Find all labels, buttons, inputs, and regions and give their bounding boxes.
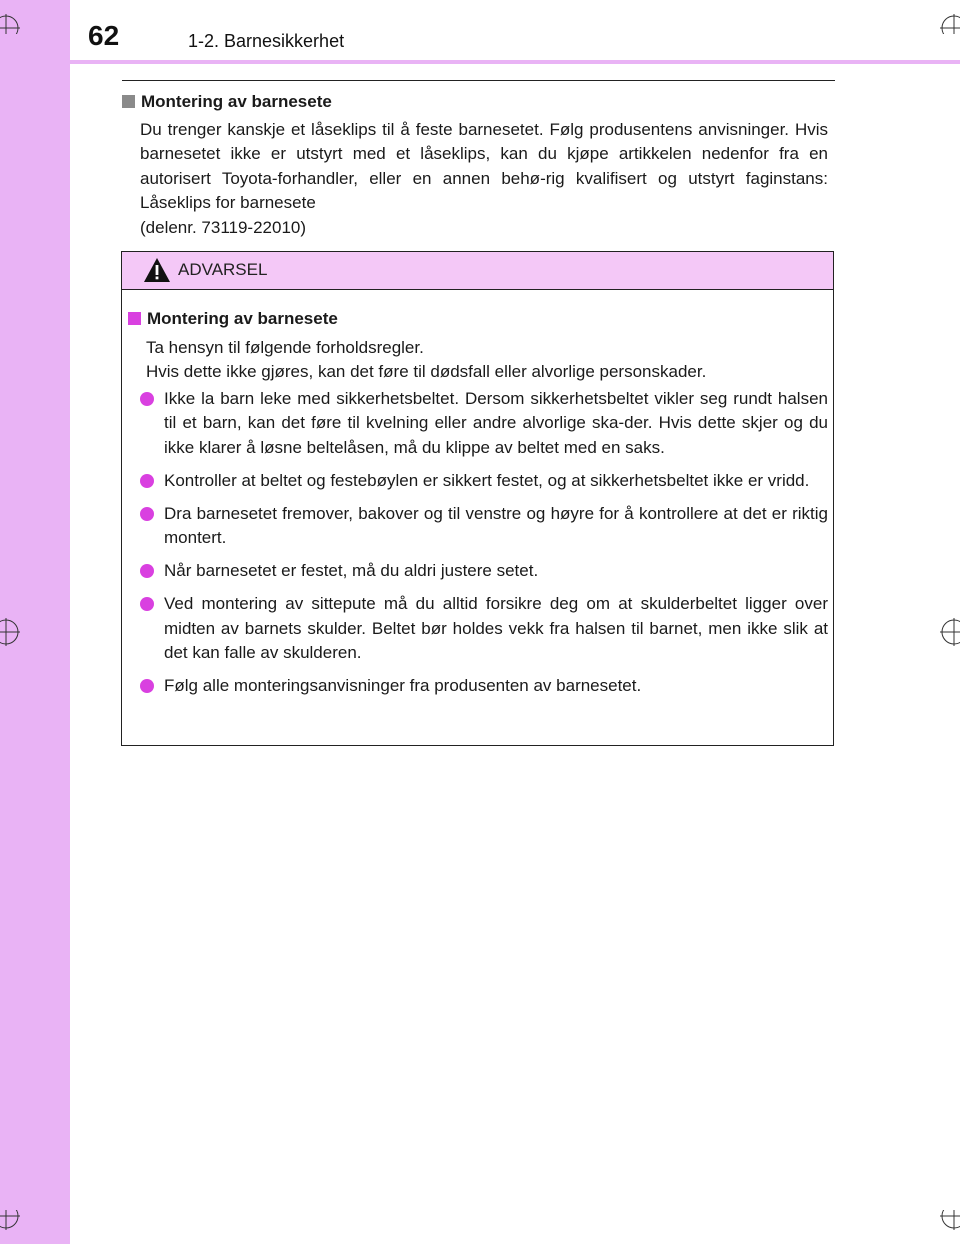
list-item-text: Ved montering av sittepute må du alltid forsikre deg om at skulderbeltet ligger over midten av barnets skulder. Beltet bør holdes vekk fra halsen til barnet, men ikke slik at det kan falle av skulderen. (164, 594, 828, 663)
section-heading (122, 92, 332, 112)
header-rule (70, 60, 960, 64)
bullet-dot-icon (140, 597, 154, 611)
crop-mark-icon (0, 615, 34, 649)
crop-mark-icon (0, 0, 34, 34)
warning-heading (128, 309, 338, 329)
warning-intro-line: Ta hensyn til følgende forholdsregler. (146, 338, 424, 357)
warning-title: ADVARSEL (178, 260, 268, 279)
page-number: 62 (88, 20, 120, 51)
list-item-text: Når barnesetet er festet, må du aldri justere setet. (164, 561, 539, 581)
list-item-text: Følg alle monteringsanvisninger fra produsenten av barnesetet. (164, 676, 642, 696)
warning-triangle-icon (143, 257, 171, 283)
square-bullet-icon (128, 312, 141, 325)
list-item (138, 674, 828, 698)
warning-intro (146, 336, 706, 384)
list-item (138, 592, 828, 665)
warning-box (121, 251, 834, 746)
list-item-text: Dra barnesetet fremover, bakover og til venstre og høyre for å kontrollere at det er riktig montert. (164, 503, 828, 548)
square-bullet-icon (122, 95, 135, 108)
warning-intro-line: Hvis dette ikke gjøres, kan det føre til dødsfall eller alvorlige personskader. (146, 362, 707, 381)
warning-heading-text: Montering av barnesete (147, 309, 338, 328)
list-item-text: Ikke la barn leke med sikkerhetsbeltet. Dersom sikkerhetsbeltet vikler seg rundt halsen til et barn, kan det føre til kvelning eller andre alvorlige ska-der. Hvis dette skjer og du ikke klarer å løsne beltelåsen, må du klippe av beltet med en saks. (164, 389, 828, 457)
warning-list (138, 387, 828, 707)
bullet-dot-icon (140, 392, 154, 406)
list-item (138, 559, 828, 583)
bullet-dot-icon (140, 679, 154, 693)
section-heading-text: Montering av barnesete (141, 92, 332, 111)
warning-header (122, 252, 833, 290)
part-number: (delenr. 73119-22010) (140, 218, 307, 237)
crop-mark-icon (0, 1210, 34, 1244)
list-item (138, 469, 828, 493)
crop-mark-icon (926, 615, 960, 649)
content-divider (122, 80, 835, 81)
bullet-dot-icon (140, 474, 154, 488)
crop-mark-icon (926, 0, 960, 34)
section-body: Du trenger kanskje et låseklips til å feste barnesetet. Følg produsentens anvisninger. Hvis barnesetet ikke er utstyrt med et låseklips, kan du kjøpe artikkelen nedenfor fra en autorisert Toyota-forhandler, eller en annen behø-rig kvalifisert og utstyrt faginstans: Låseklips for barnesete (140, 120, 828, 213)
list-item (138, 502, 828, 551)
list-item (138, 387, 828, 460)
bullet-dot-icon (140, 507, 154, 521)
crop-mark-icon (926, 1210, 960, 1244)
list-item-text: Kontroller at beltet og festebøylen er sikkert festet, og at sikkerhetsbeltet ikke er vridd. (164, 470, 810, 490)
bullet-dot-icon (140, 564, 154, 578)
chapter-title: 1-2. Barnesikkerhet (188, 31, 345, 51)
